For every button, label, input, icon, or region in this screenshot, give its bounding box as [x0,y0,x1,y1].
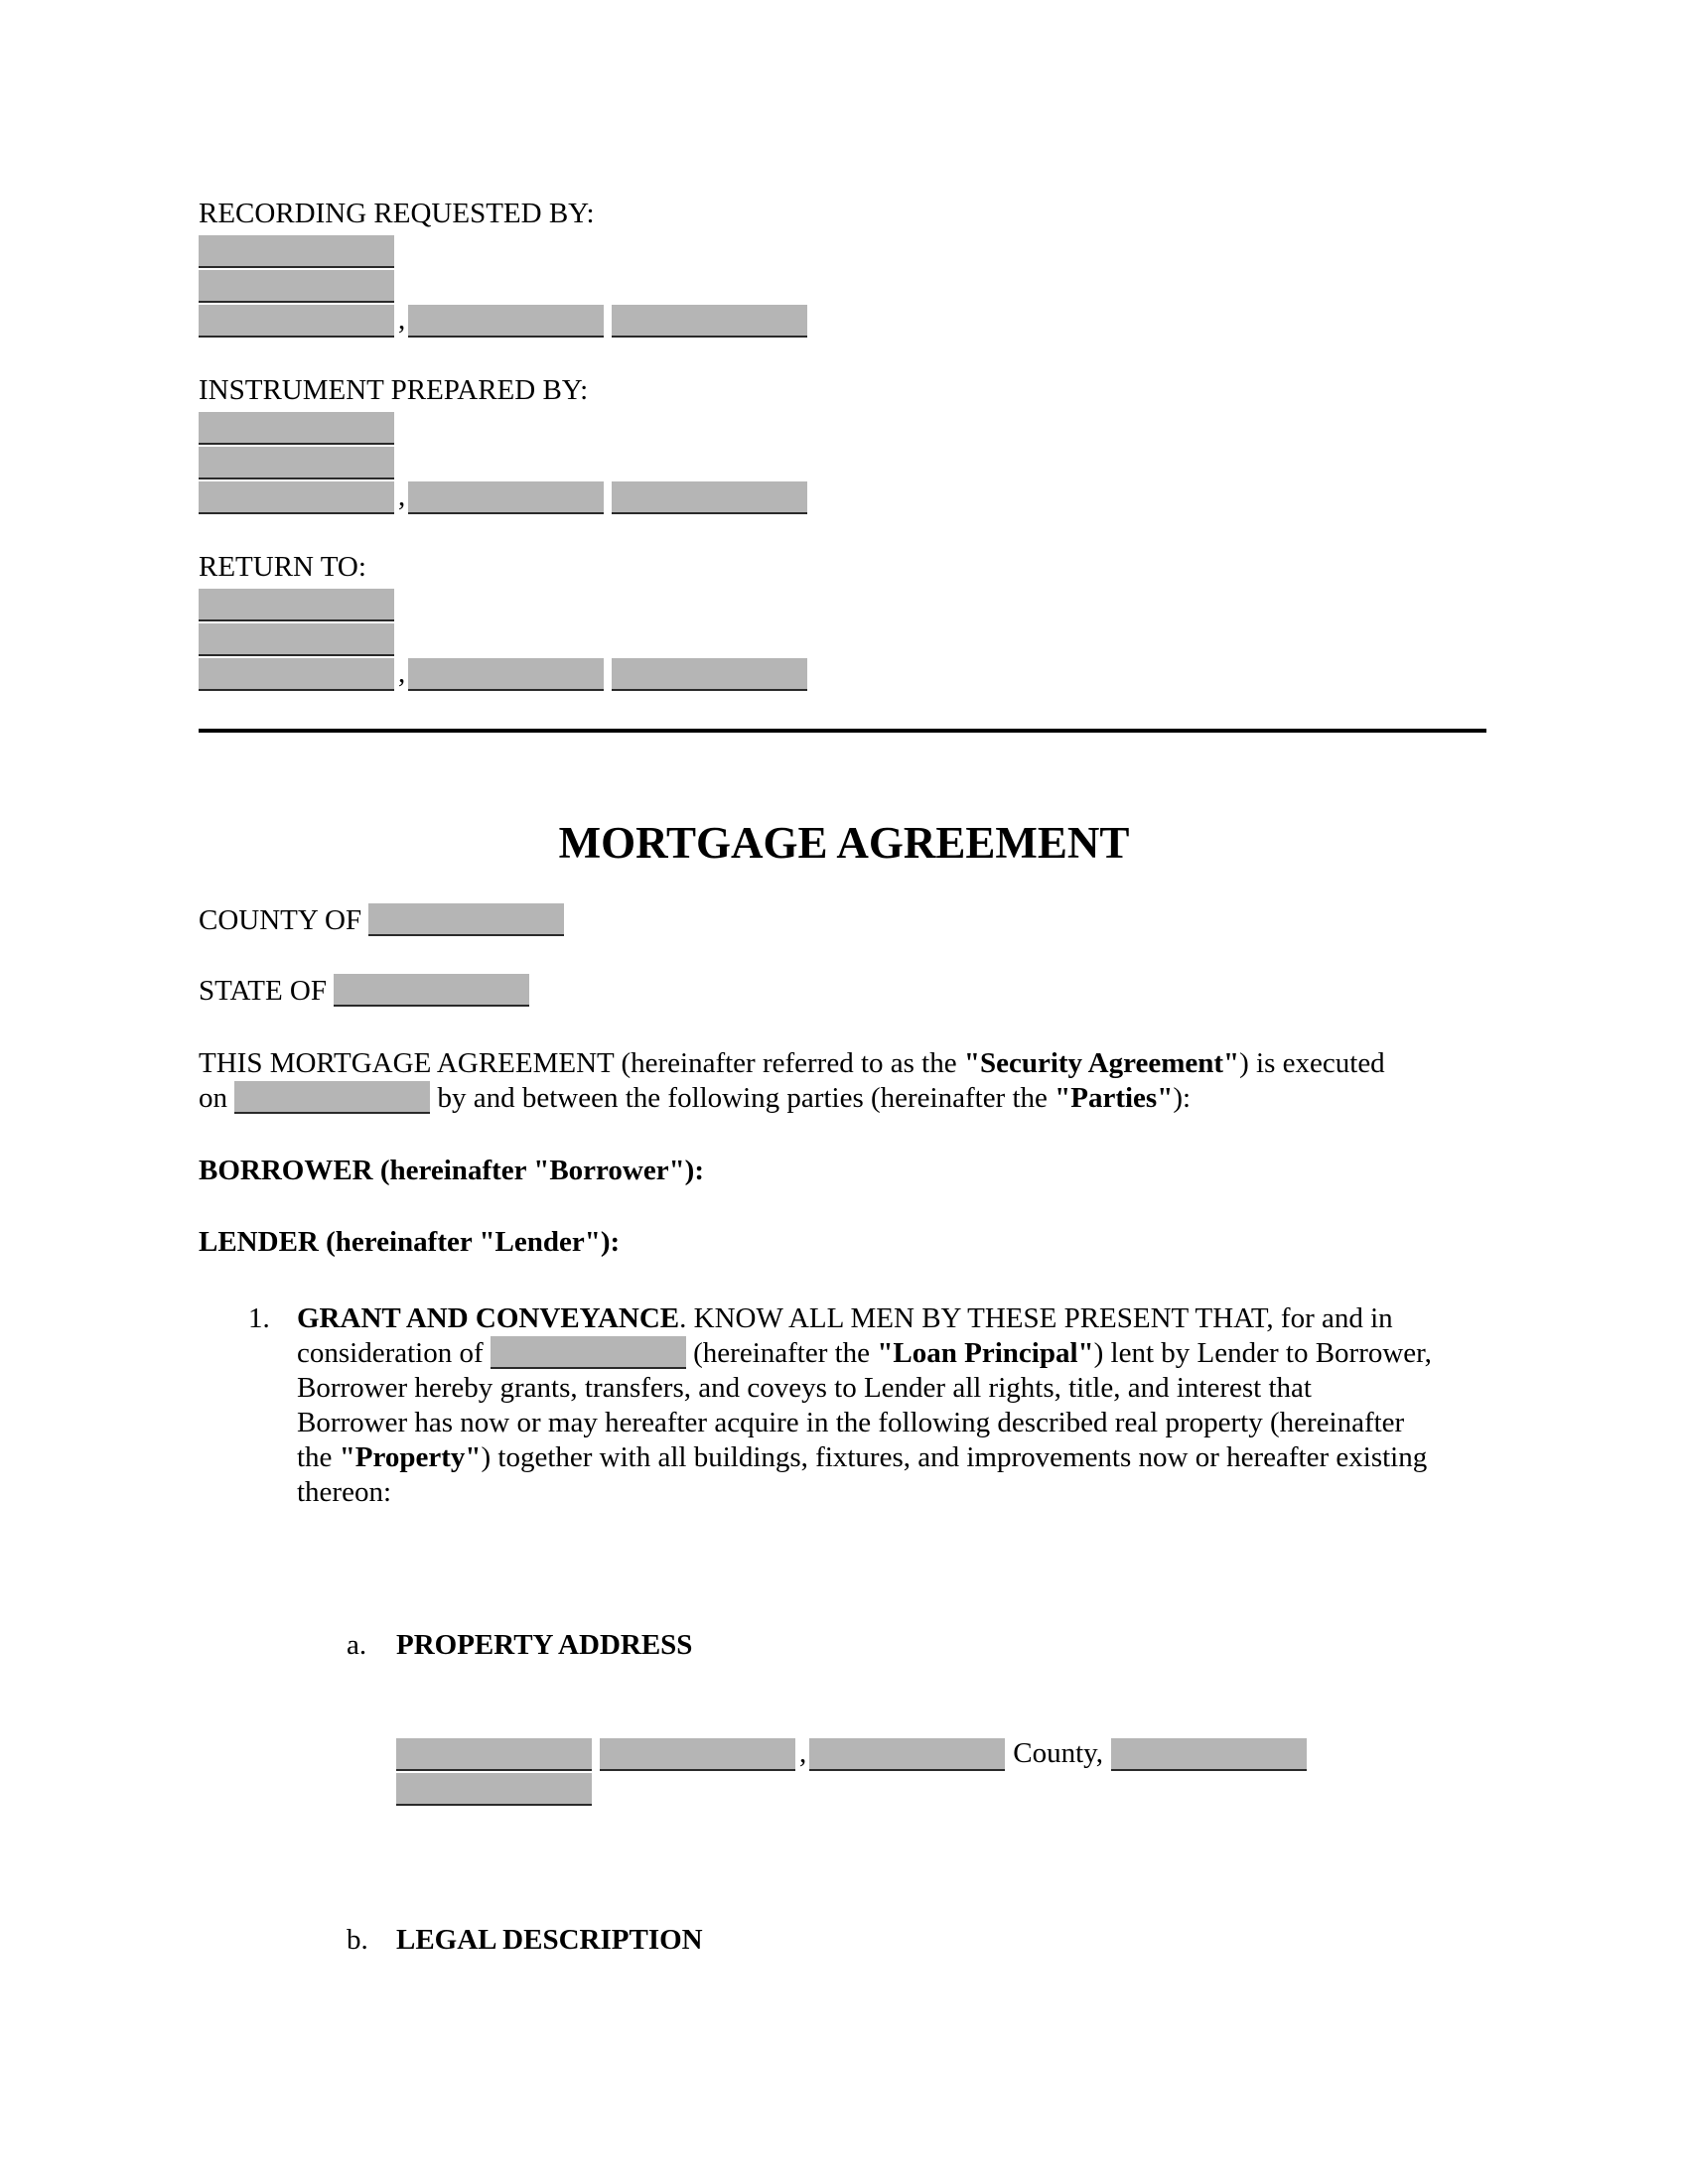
property-address-row-2 [396,1771,592,1806]
intro-text: ): [1173,1082,1192,1114]
intro-text: THIS MORTGAGE AGREEMENT (hereinafter referred to as the [199,1047,964,1079]
return-address-row [199,621,394,656]
recording-requested-label: RECORDING REQUESTED BY: [199,198,595,229]
property-city-field[interactable] [809,1738,1005,1771]
recording-address-field[interactable] [199,270,394,303]
property-state-field[interactable] [1111,1738,1307,1771]
recording-city-field[interactable] [199,305,394,338]
parties-term: "Parties" [1055,1082,1174,1114]
property-address-heading: PROPERTY ADDRESS [396,1629,693,1661]
return-name-field[interactable] [199,589,394,621]
prepared-zip-field[interactable] [612,481,807,514]
sub-a-letter: a. [347,1629,367,1661]
section-text: . KNOW ALL MEN BY THESE PRESENT THAT, for and in [679,1302,1393,1334]
loan-principal-field[interactable] [491,1336,686,1369]
county-word: County, [1013,1737,1104,1769]
recording-name-row [199,233,394,268]
recording-zip-field[interactable] [612,305,807,338]
intro-line-2 [199,1081,1191,1116]
section-text: (hereinafter the [685,1337,878,1369]
return-address-field[interactable] [199,623,394,656]
return-city-field[interactable] [199,658,394,691]
state-line [199,974,529,1009]
section-text: ) together with all buildings, fixtures, and improvements now or hereafter existing [481,1441,1428,1473]
county-label: COUNTY OF [199,904,362,936]
section-1-line-2 [297,1336,1432,1371]
section-1-number: 1. [248,1302,270,1334]
lender-heading: LENDER (hereinafter "Lender"): [199,1226,621,1258]
prepared-name-row [199,410,394,445]
intro-text: by and between the following parties (hereinafter the [430,1082,1055,1114]
county-field[interactable] [368,903,564,936]
borrower-heading: BORROWER (hereinafter "Borrower"): [199,1155,704,1186]
comma: , [398,304,406,336]
county-line [199,903,564,938]
header-divider [199,729,1486,733]
legal-description-heading: LEGAL DESCRIPTION [396,1924,703,1956]
section-1-line-4: Borrower has now or may hereafter acquire in the following described real property (hereinafter [297,1407,1405,1438]
property-street-2-field[interactable] [600,1738,795,1771]
comma: , [799,1737,807,1769]
loan-principal-term: "Loan Principal" [877,1337,1094,1369]
return-name-row [199,587,394,621]
prepared-state-field[interactable] [408,481,604,514]
property-address-row-1 [396,1736,1307,1771]
security-agreement-term: "Security Agreement" [963,1047,1240,1079]
prepared-city-field[interactable] [199,481,394,514]
comma: , [398,480,406,512]
document-title: MORTGAGE AGREEMENT [558,818,1130,868]
state-label: STATE OF [199,975,327,1007]
intro-text: ) is executed [1239,1047,1385,1079]
section-1-line-1 [297,1301,1393,1336]
return-state-field[interactable] [408,658,604,691]
section-text: the [297,1441,340,1473]
property-street-field[interactable] [396,1738,592,1771]
sub-b-letter: b. [347,1924,368,1956]
intro-text: on [199,1082,227,1114]
return-city-row [199,656,807,691]
property-term: "Property" [339,1441,482,1473]
return-zip-field[interactable] [612,658,807,691]
section-1-line-3: Borrower hereby grants, transfers, and coveys to Lender all rights, title, and interest that [297,1372,1312,1404]
intro-line-1 [199,1046,1385,1081]
recording-address-row [199,268,394,303]
recording-city-row [199,303,807,338]
instrument-prepared-label: INSTRUMENT PREPARED BY: [199,374,589,406]
prepared-address-row [199,445,394,479]
section-1-line-5 [297,1440,1427,1475]
prepared-city-row [199,479,807,514]
comma: , [398,657,406,689]
prepared-address-field[interactable] [199,447,394,479]
recording-name-field[interactable] [199,235,394,268]
section-text: consideration of [297,1337,484,1369]
state-field[interactable] [334,974,529,1007]
prepared-name-field[interactable] [199,412,394,445]
recording-state-field[interactable] [408,305,604,338]
section-1-line-6: thereon: [297,1476,392,1508]
property-zip-field[interactable] [396,1773,592,1806]
return-to-label: RETURN TO: [199,551,366,583]
section-text: ) lent by Lender to Borrower, [1093,1337,1432,1369]
execution-date-field[interactable] [234,1081,430,1114]
section-1-heading: GRANT AND CONVEYANCE [297,1302,680,1334]
